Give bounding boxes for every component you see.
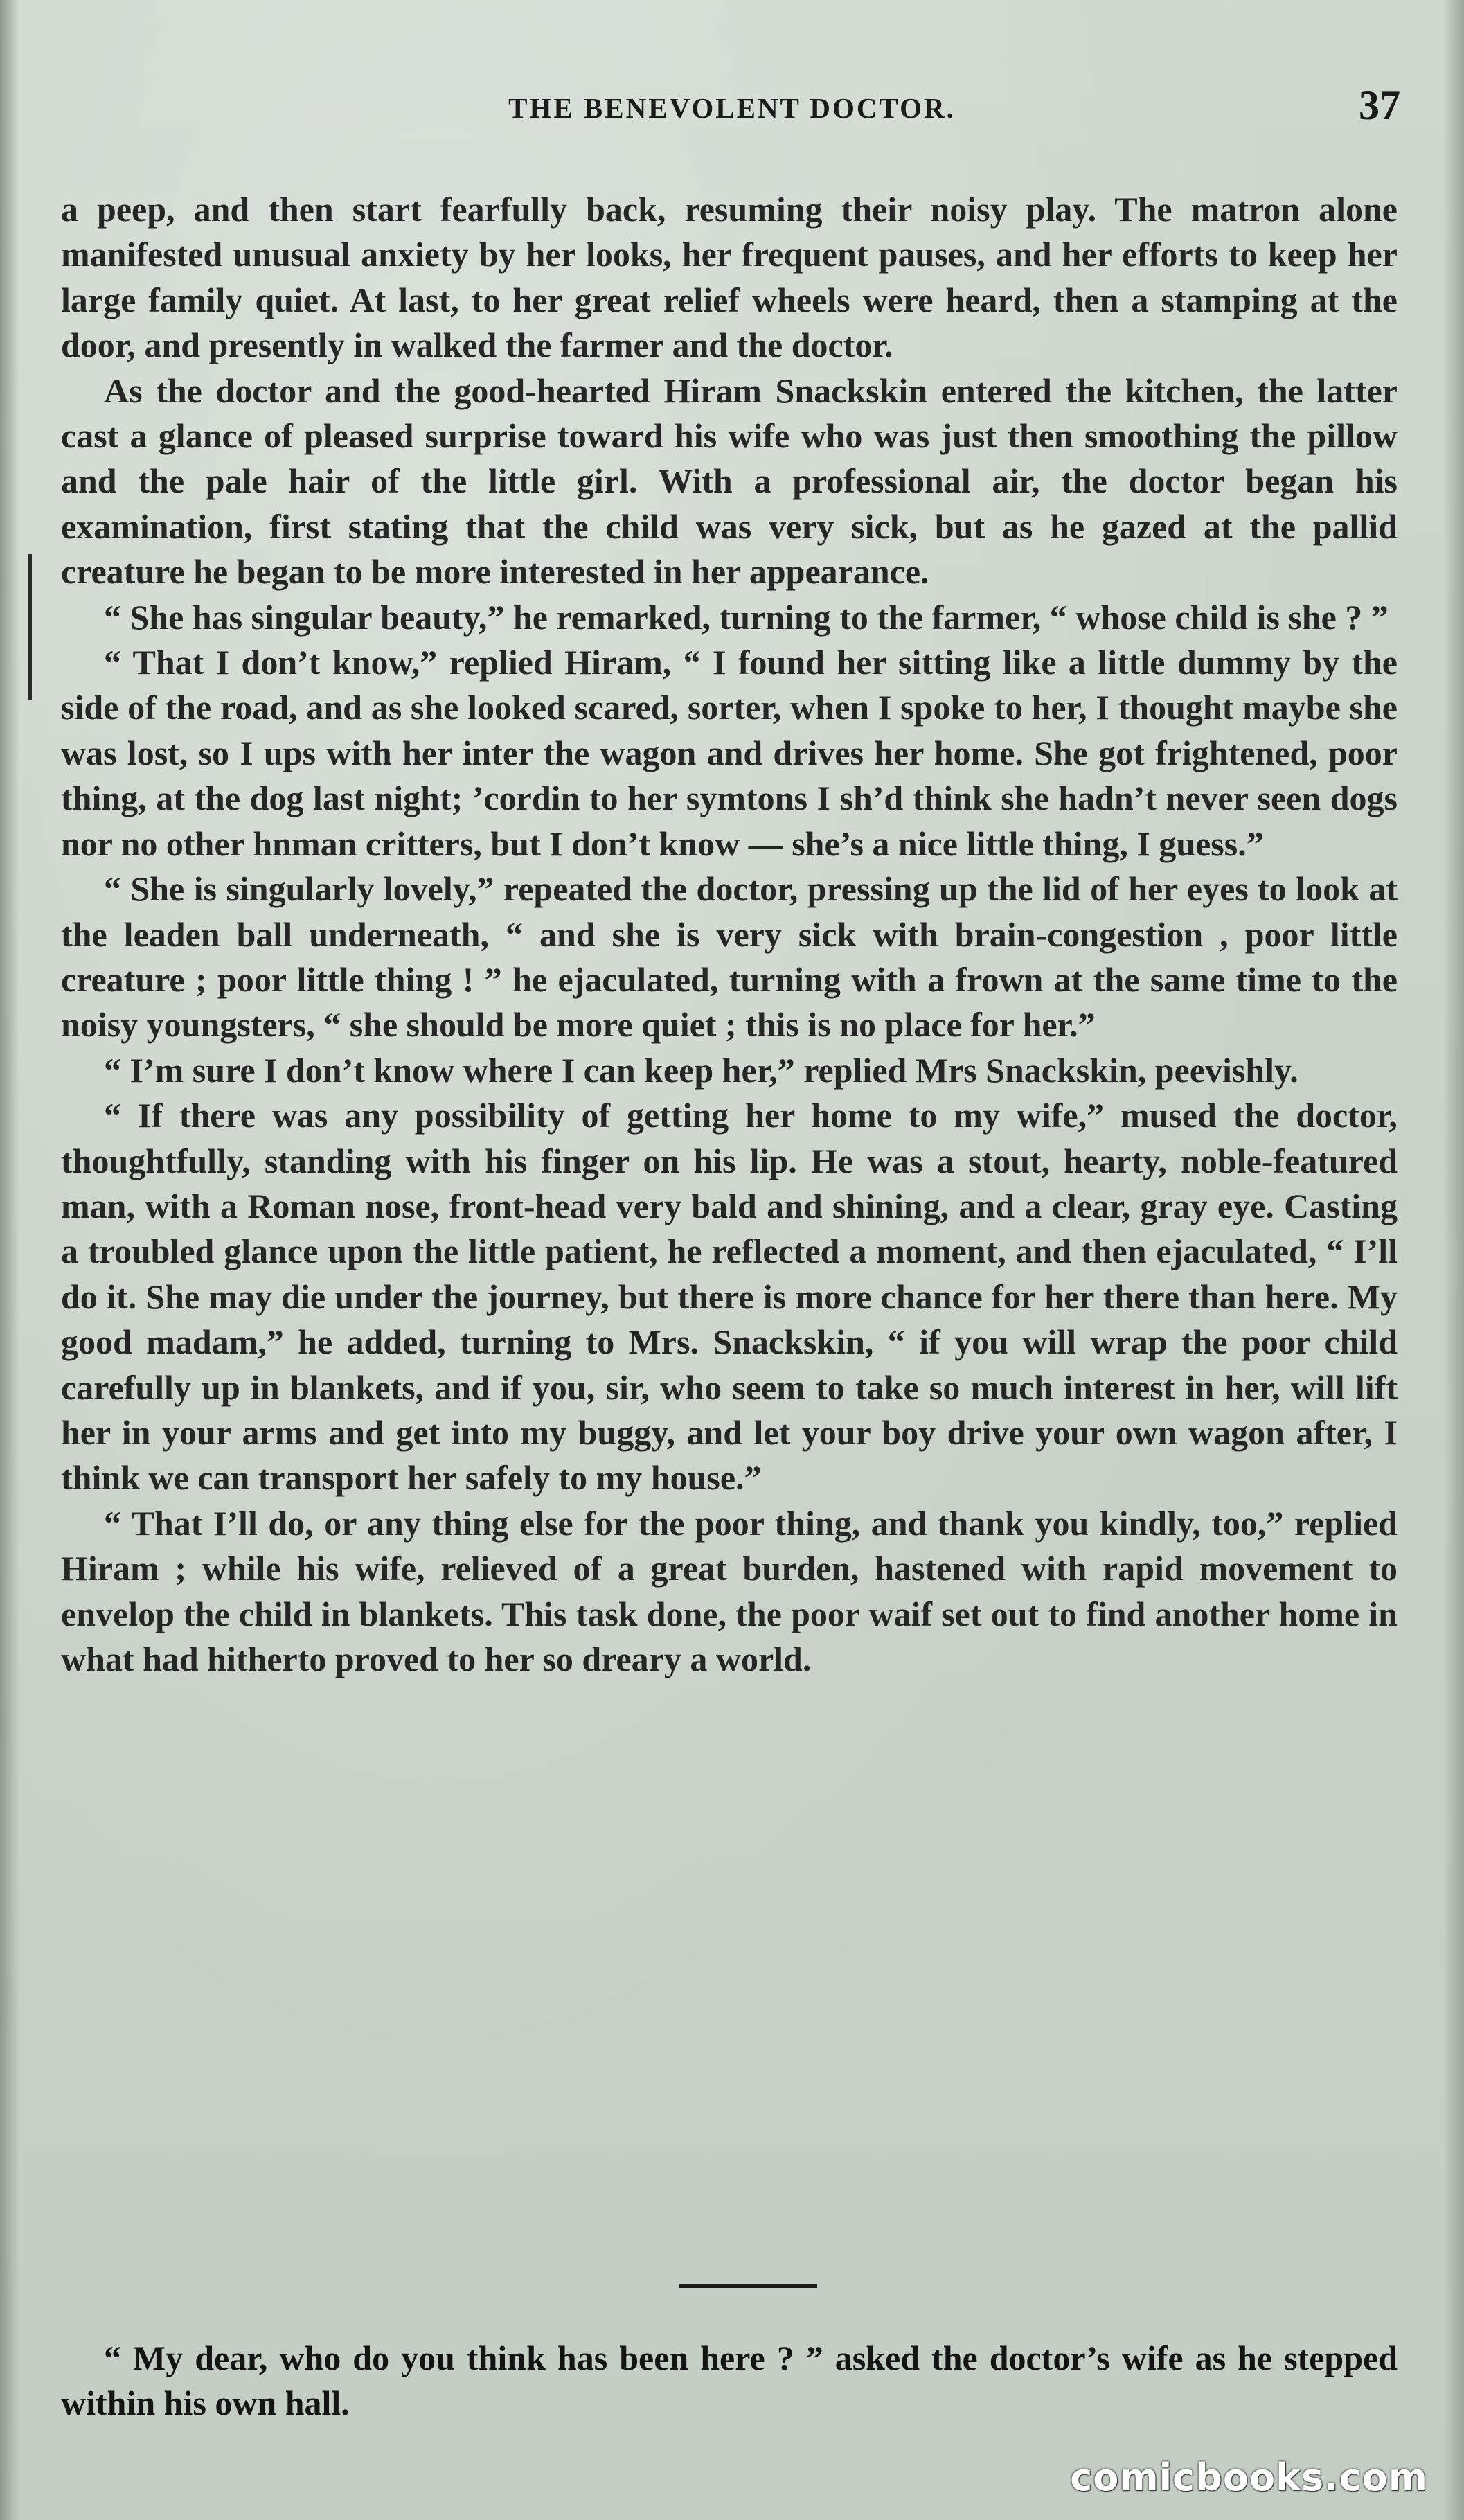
paragraph: a peep, and then start fearfully back, resuming their noisy play. The matron alone manifested unusual anxiety by her looks, her frequent pauses, and her efforts to keep her large family quiet. At last, to her great relief wheels were heard, then a stamping at the door, and presently in walked the farmer and the doctor. bbox=[61, 190, 1398, 365]
paragraph: “ I’m sure I don’t know where I can keep her,” replied Mrs Snackskin, peevishly. bbox=[104, 1050, 1298, 1090]
paragraph: “ That I’ll do, or any thing else for the poor thing, and thank you kindly, too,” replied Hiram ; while his wife, relieved of a great burden, hastened with rapid movement to envelop the child in blankets. This task done, the poor waif set out to find another home in what had hitherto proved to her so dreary a world. bbox=[61, 1503, 1398, 1678]
next-section-text bbox=[61, 2336, 1398, 2426]
page-number: 37 bbox=[1359, 82, 1400, 128]
paragraph: “ She has singular beauty,” he remarked, turning to the farmer, “ whose child is she ? ” bbox=[104, 597, 1389, 637]
paragraph: As the doctor and the good-hearted Hiram Snackskin entered the kitchen, the latter cast a glance of pleased surprise toward his wife who was just then smoothing the pillow and the pale hair of the little girl. With a professional air, the doctor began his examination, first stating that the child was very sick, but as he gazed at the pallid creature he began to be more interested in her appearance. bbox=[61, 371, 1398, 592]
watermark: comicbooks.com bbox=[1070, 2456, 1428, 2499]
running-header bbox=[0, 82, 1464, 137]
paragraph: “ If there was any possibility of getting her home to my wife,” mused the doctor, thoughtfully, standing with his finger on his lip. He was a stout, hearty, noble-featured man, with a Roman nose, front-head very bald and shining, and a clear, gray eye. Casting a troubled glance upon the little patient, he reflected a moment, and then ejaculated, “ I’ll do it. She may die under the journey, but there is more chance for her there than here. My good madam,” he added, turning to Mrs. Snackskin, “ if you will wrap the poor child carefully up in blankets, and if you, sir, who seem to take so much interest in her, will lift her in your arms and get into my buggy, and let your boy drive your own wagon after, I think we can transport her safely to my house.” bbox=[61, 1096, 1398, 1498]
body-text bbox=[61, 187, 1398, 1682]
paragraph: “ She is singularly lovely,” repeated the doctor, pressing up the lid of her eyes to look at the leaden ball underneath, “ and she is very sick with brain-congestion , poor little creature ; poor little thing ! ” he ejaculated, turning with a frown at the same time to the noisy youngsters, “ she should be more quiet ; this is no place for her.” bbox=[61, 869, 1398, 1045]
page-edge-shadow-left bbox=[0, 0, 19, 2520]
paragraph: “ That I don’t know,” replied Hiram, “ I found her sitting like a little dummy by the side of the road, and as she looked scared, sorter, when I spoke to her, I thought maybe she was lost, so I ups with her inter the wagon and drives her home. She got frightened, poor thing, at the dog last night; ’cordin to her symtons I sh’d think she hadn’t never seen dogs nor no other hnman critters, but I don’t know — she’s a nice little thing, I guess.” bbox=[61, 643, 1398, 863]
page-edge-shadow-right bbox=[1443, 0, 1464, 2520]
section-divider-rule bbox=[679, 2284, 817, 2288]
margin-pencil-mark bbox=[28, 554, 32, 700]
running-title: THE BENEVOLENT DOCTOR. bbox=[508, 92, 956, 124]
paragraph: “ My dear, who do you think has been here ? ” asked the doctor’s wife as he stepped within his own hall. bbox=[61, 2339, 1398, 2423]
